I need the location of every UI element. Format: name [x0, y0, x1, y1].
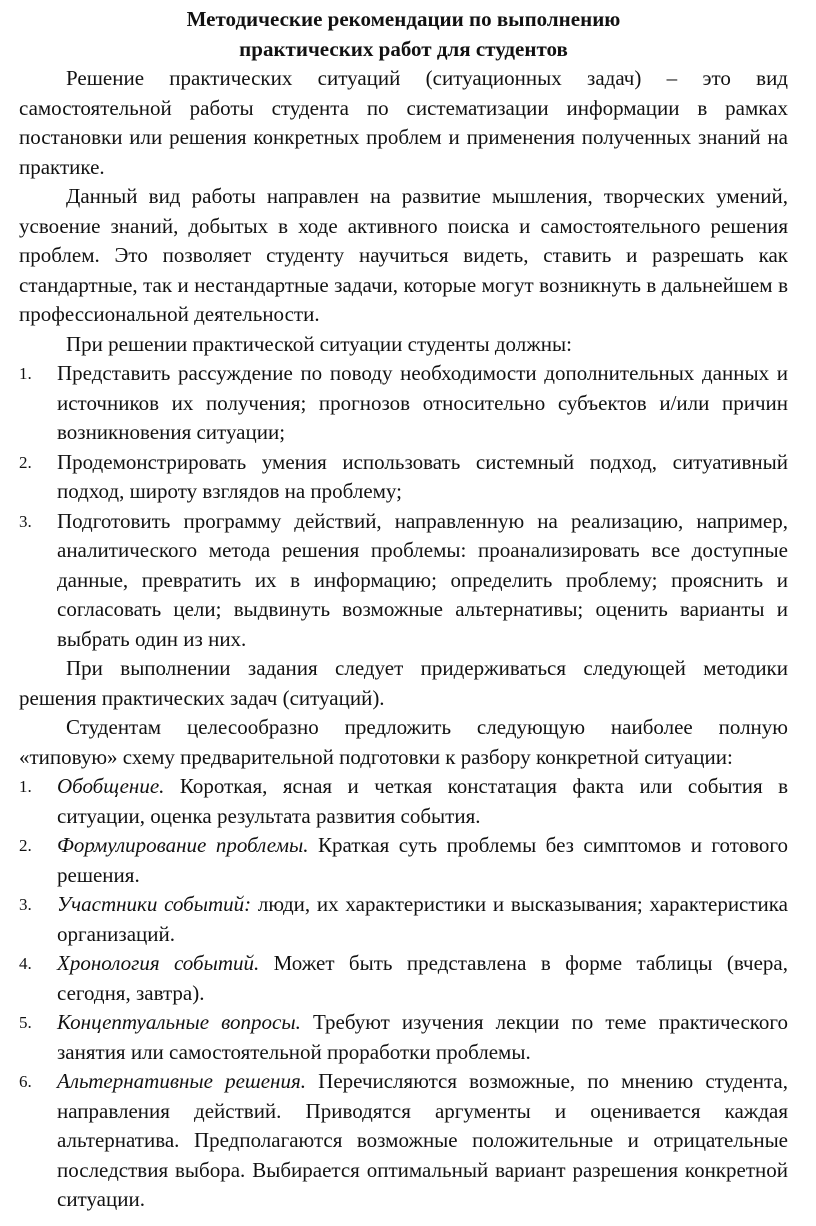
list-item-term: Альтернативные решения.: [57, 1069, 306, 1093]
list-item-number: 5.: [19, 1013, 32, 1032]
list-item: [19, 1008, 788, 1067]
title-line-2: практических работ для студентов: [239, 37, 568, 61]
list-item-number: 1.: [19, 777, 32, 796]
paragraph-scheme-lead: Студентам целесообразно предложить следующую наиболее полную «типовую» схему предварительной подготовки к разбору конкретной ситуации:: [19, 715, 788, 769]
list-item-text: Требуют изучения лекции по теме практического занятия или самостоятельной проработки проблемы.: [57, 1010, 788, 1064]
paragraph-purpose: Данный вид работы направлен на развитие мышления, творческих умений, усвоение знаний, добытых в ходе активного поиска и самостоятельного решения проблем. Это позволяет студенту научиться видеть, ставить и разрешать как стандартные, так и нестандартные задачи, которые могут возникнуть в дальнейшем в профессиональной деятельности.: [19, 184, 788, 326]
list-item-number: 3.: [19, 511, 32, 531]
list-item: [19, 890, 788, 949]
list-item: [19, 949, 788, 1008]
requirements-list: [19, 359, 788, 654]
list-item-number: 2.: [19, 836, 32, 855]
list-item-text: Короткая, ясная и четкая констатация факта или события в ситуации, оценка результата развития события.: [57, 774, 788, 828]
list-item: [19, 1067, 788, 1215]
list-item-term: Хронология событий.: [57, 951, 260, 975]
list-item-number: 4.: [19, 954, 32, 973]
list-item-text: люди, их характеристики и высказывания; характеристика организаций.: [57, 892, 788, 946]
list-item: [19, 507, 788, 655]
list-item-number: 1.: [19, 364, 32, 383]
list-item-text: Продемонстрировать умения использовать системный подход, ситуативный подход, широту взглядов на проблему;: [57, 449, 788, 503]
paragraph-intro: Решение практических ситуаций (ситуационных задач) – это вид самостоятельной работы студента по систематизации информации в рамках постановки или решения конкретных проблем и применения полученных знаний на практике.: [19, 66, 788, 179]
list-item: [19, 448, 788, 507]
list-item: [19, 359, 788, 448]
list-item: [19, 772, 788, 831]
scheme-list: [19, 772, 788, 1215]
list-item-number: 6.: [19, 1072, 32, 1091]
list-item-text: Представить рассуждение по поводу необходимости дополнительных данных и источников их получения; прогнозов относительно субъектов и/или причин возникновения ситуации;: [57, 361, 788, 444]
paragraph-requirements-lead: При решении практической ситуации студенты должны:: [66, 331, 572, 356]
list-item-text: Подготовить программу действий, направленную на реализацию, например, аналитического метода решения проблемы: проанализировать все доступные данные, превратить их в информацию; определить проблему; прояснить и согласовать цели; выдвинуть возможные альтернативы; оценить варианты и выбрать один из них.: [57, 508, 788, 651]
list-item: [19, 831, 788, 890]
list-item-term: Участники событий:: [57, 892, 252, 916]
list-item-term: Концептуальные вопросы.: [57, 1010, 301, 1034]
paragraph-method: При выполнении задания следует придерживаться следующей методики решения практических задач (ситуаций).: [19, 656, 788, 710]
list-item-text: Перечисляются возможные, по мнению студента, направления действий. Приводятся аргументы и оценивается каждая альтернатива. Предполагаются возможные положительные и отрицательные последствия выбора. Выбирается оптимальный вариант разрешения конкретной ситуации.: [57, 1069, 788, 1211]
list-item-number: 3.: [19, 895, 32, 914]
list-item-text: Может быть представлена в форме таблицы (вчера, сегодня, завтра).: [57, 951, 788, 1005]
list-item-term: Обобщение.: [57, 774, 165, 798]
list-item-number: 2.: [19, 452, 32, 472]
list-item-term: Формулирование проблемы.: [57, 833, 309, 857]
document-title: [19, 4, 788, 64]
title-line-1: Методические рекомендации по выполнению: [186, 7, 621, 31]
list-item-text: Краткая суть проблемы без симптомов и готового решения.: [57, 833, 789, 887]
